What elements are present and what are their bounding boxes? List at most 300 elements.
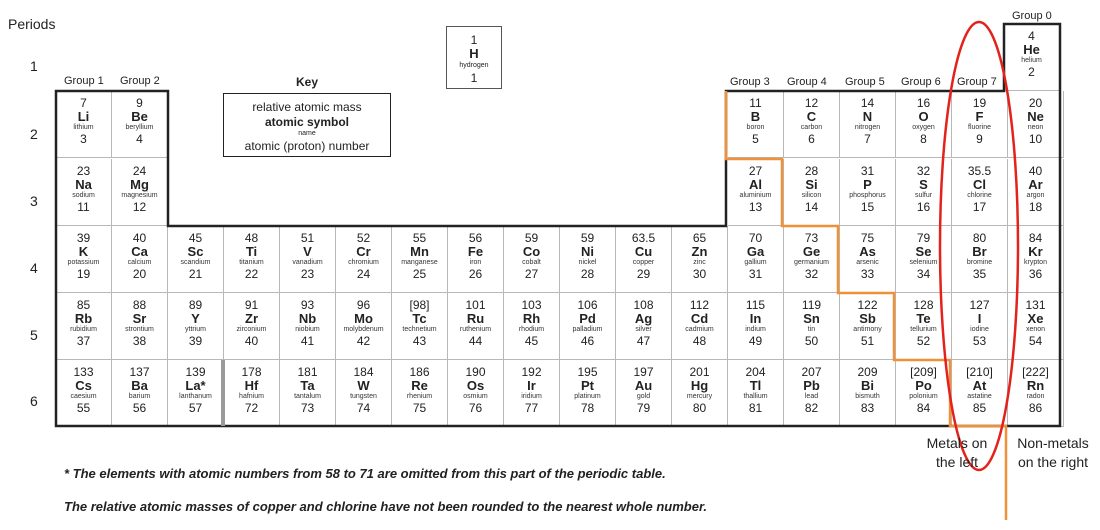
element-cell-radon (1008, 360, 1064, 427)
element-name: selenium (909, 259, 938, 266)
element-mass: 204 (745, 365, 766, 379)
element-symbol: Sr (132, 311, 147, 326)
element-symbol: Ta (300, 378, 315, 393)
element-mass: 84 (1028, 231, 1043, 245)
element-mass: 85 (76, 298, 91, 312)
element-mass: 209 (857, 365, 878, 379)
element-name: strontium (125, 326, 154, 333)
element-cell-selenium (896, 226, 952, 293)
element-name: argon (1026, 192, 1045, 199)
element-cell-krypton (1008, 226, 1064, 293)
element-name: tellurium (910, 326, 937, 333)
element-number: 39 (188, 334, 203, 348)
element-number: 28 (580, 267, 595, 281)
element-mass: 89 (188, 298, 203, 312)
element-symbol: Mg (130, 177, 149, 192)
element-mass: 73 (804, 231, 819, 245)
element-cell-silicon (784, 159, 840, 226)
element-symbol: O (918, 109, 929, 124)
key-box (223, 93, 391, 157)
element-symbol: Au (634, 378, 653, 393)
element-cell-antimony (840, 293, 896, 360)
element-number: 86 (1028, 401, 1043, 415)
element-cell-rhenium (392, 360, 448, 427)
element-cell-tungsten (336, 360, 392, 427)
element-number: 50 (804, 334, 819, 348)
element-number: 84 (916, 401, 931, 415)
element-symbol: Al (749, 177, 762, 192)
element-cell-oxygen (896, 91, 952, 158)
group-label-4: Group 4 (787, 76, 827, 88)
element-cell-aluminium (728, 159, 784, 226)
element-name: lead (804, 393, 819, 400)
element-name: iron (469, 259, 482, 266)
element-cell-lithium (56, 91, 112, 158)
element-cell-silver (616, 293, 672, 360)
element-cell-bismuth (840, 360, 896, 427)
element-symbol: K (78, 244, 89, 259)
element-number: 45 (524, 334, 539, 348)
element-number: 46 (580, 334, 595, 348)
element-name: rubidium (70, 326, 97, 333)
element-mass: 133 (73, 365, 94, 379)
element-name: oxygen (912, 124, 935, 131)
element-number: 19 (76, 267, 91, 281)
element-number: 75 (412, 401, 427, 415)
element-cell-gold (616, 360, 672, 427)
element-name: barium (128, 393, 151, 400)
element-name: gallium (744, 259, 767, 266)
element-name: niobium (295, 326, 320, 333)
element-symbol: B (750, 109, 761, 124)
element-name: xenon (1025, 326, 1046, 333)
element-name: zirconium (236, 326, 267, 333)
element-number: 6 (808, 132, 815, 146)
element-symbol: Cu (634, 244, 653, 259)
element-mass: 24 (132, 164, 147, 178)
hydrogen-symbol: H (469, 46, 479, 61)
key-title: Key (296, 75, 319, 89)
element-number: 9 (976, 132, 983, 146)
element-cell-zirconium (224, 293, 280, 360)
period-label-2: 2 (30, 126, 38, 142)
element-cell-arsenic (840, 226, 896, 293)
element-name: technetium (402, 326, 437, 333)
element-mass: 59 (580, 231, 595, 245)
element-name: copper (632, 259, 655, 266)
element-number: 24 (356, 267, 371, 281)
group-label-3: Group 3 (730, 76, 770, 88)
period-label-5: 5 (30, 327, 38, 343)
element-cell-polonium (896, 360, 952, 427)
element-symbol: Ge (802, 244, 821, 259)
element-number: 12 (132, 200, 147, 214)
element-cell-mercury (672, 360, 728, 427)
element-cell-ruthenium (448, 293, 504, 360)
element-mass: 103 (521, 298, 542, 312)
element-cell-strontium (112, 293, 168, 360)
element-cell-rubidium (56, 293, 112, 360)
element-cell-phosphorus (840, 159, 896, 226)
key-name-label: name (298, 130, 316, 137)
element-cell-gallium (728, 226, 784, 293)
element-name: osmium (463, 393, 488, 400)
element-mass: 28 (804, 164, 819, 178)
element-symbol: Li (77, 109, 90, 124)
element-number: 81 (748, 401, 763, 415)
element-cell-palladium (560, 293, 616, 360)
element-cell-nickel (560, 226, 616, 293)
element-name: beryllium (125, 124, 154, 131)
group-label-1: Group 1 (64, 75, 104, 87)
hydrogen-name: hydrogen (459, 62, 489, 69)
element-mass: 96 (356, 298, 371, 312)
element-number: 40 (244, 334, 259, 348)
element-symbol: Sn (803, 311, 820, 326)
element-number: 51 (860, 334, 875, 348)
period-label-4: 4 (30, 260, 38, 276)
element-symbol: Pb (803, 378, 820, 393)
element-name: calcium (127, 259, 152, 266)
group-label-2: Group 2 (120, 75, 160, 87)
element-number: 21 (188, 267, 203, 281)
element-symbol: Ca (131, 244, 148, 259)
element-cell-rhodium (504, 293, 560, 360)
element-name: fluorine (968, 124, 991, 131)
element-number: 78 (580, 401, 595, 415)
element-name: sodium (72, 192, 95, 199)
element-mass: [222] (1022, 365, 1049, 379)
element-cell-scandium (168, 226, 224, 293)
element-name: silver (635, 326, 652, 333)
element-symbol: Ar (1028, 177, 1043, 192)
element-name: bismuth (855, 393, 880, 400)
periods-heading: Periods (8, 16, 56, 32)
element-mass: 207 (801, 365, 822, 379)
element-symbol: As (859, 244, 876, 259)
element-symbol: Cd (690, 311, 709, 326)
element-name: tin (807, 326, 816, 333)
metals-note (920, 434, 994, 472)
footnote-omitted: * The elements with atomic numbers from 58 to 71 are omitted from this part of the periodic table. (64, 466, 666, 481)
element-mass: 197 (633, 365, 654, 379)
element-number: 85 (972, 401, 987, 415)
element-number: 30 (692, 267, 707, 281)
element-mass: 19 (972, 96, 987, 110)
element-cell-titanium (224, 226, 280, 293)
element-name: chlorine (967, 192, 992, 199)
element-cell-tellurium (896, 293, 952, 360)
element-mass: 93 (300, 298, 315, 312)
element-number: 42 (356, 334, 371, 348)
element-symbol: Fe (467, 244, 484, 259)
element-cell-niobium (280, 293, 336, 360)
element-name: carbon (800, 124, 823, 131)
element-number: 38 (132, 334, 147, 348)
element-symbol: At (972, 378, 987, 393)
element-mass: [210] (966, 365, 993, 379)
element-name: magnesium (121, 192, 158, 199)
element-name: bromine (966, 259, 993, 266)
element-mass: 40 (132, 231, 147, 245)
element-number: 15 (860, 200, 875, 214)
element-name: gold (636, 393, 651, 400)
element-cell-carbon (784, 91, 840, 158)
element-mass: 63.5 (631, 231, 656, 245)
metals-note-line1: Metals on (926, 435, 988, 451)
element-name: platinum (574, 393, 601, 400)
element-symbol: Xe (1027, 311, 1044, 326)
hydrogen-mass: 1 (470, 33, 478, 47)
element-cell-copper (616, 226, 672, 293)
element-name: polonium (909, 393, 938, 400)
element-number: 23 (300, 267, 315, 281)
element-cell-osmium (448, 360, 504, 427)
element-name: thallium (743, 393, 768, 400)
element-number: 29 (636, 267, 651, 281)
element-number: 2 (1028, 65, 1035, 79)
element-mass: 128 (913, 298, 934, 312)
element-cell-tantalum (280, 360, 336, 427)
element-mass: 65 (692, 231, 707, 245)
element-mass: 45 (188, 231, 203, 245)
element-symbol: Ir (527, 378, 536, 393)
element-mass: 32 (916, 164, 931, 178)
element-cell-vanadium (280, 226, 336, 293)
element-cell-nitrogen (840, 91, 896, 158)
element-number: 77 (524, 401, 539, 415)
element-cell-fluorine (952, 91, 1008, 158)
period-label-1: 1 (30, 58, 38, 74)
element-name: sulfur (914, 192, 933, 199)
element-number: 31 (748, 267, 763, 281)
element-name: mercury (686, 393, 713, 400)
metals-note-line2: the left (935, 454, 979, 470)
element-symbol: Y (191, 311, 200, 326)
element-cell-xenon (1008, 293, 1064, 360)
element-symbol: Re (411, 378, 428, 393)
element-name: vanadium (292, 259, 323, 266)
element-mass: 75 (860, 231, 875, 245)
element-number: 48 (692, 334, 707, 348)
nonmetals-note-line1: Non-metals (1017, 435, 1089, 451)
element-number: 56 (132, 401, 147, 415)
element-mass: 31 (860, 164, 875, 178)
element-symbol: W (357, 378, 370, 393)
element-number: 73 (300, 401, 315, 415)
element-cell-platinum (560, 360, 616, 427)
element-cell-tin (784, 293, 840, 360)
element-symbol: P (863, 177, 872, 192)
element-number: 83 (860, 401, 875, 415)
element-symbol: Ti (245, 244, 258, 259)
element-number: 18 (1028, 200, 1043, 214)
element-symbol: Pd (579, 311, 596, 326)
element-number: 34 (916, 267, 931, 281)
element-cell-manganese (392, 226, 448, 293)
element-mass: 201 (689, 365, 710, 379)
element-number: 33 (860, 267, 875, 281)
element-number: 55 (76, 401, 91, 415)
element-name: potassium (67, 259, 100, 266)
element-symbol: Te (916, 311, 931, 326)
element-cell-iridium (504, 360, 560, 427)
element-mass: 16 (916, 96, 931, 110)
element-cell-argon (1008, 159, 1064, 226)
key-mass-label: relative atomic mass (252, 100, 362, 114)
element-symbol: I (977, 311, 982, 326)
element-mass: 48 (244, 231, 259, 245)
element-mass: 79 (916, 231, 931, 245)
element-name: nitrogen (854, 124, 881, 131)
element-cell-calcium (112, 226, 168, 293)
element-mass: 14 (860, 96, 875, 110)
element-number: 37 (76, 334, 91, 348)
element-symbol: Tc (412, 311, 427, 326)
element-number: 43 (412, 334, 427, 348)
period-label-6: 6 (30, 393, 38, 409)
element-name: titanium (239, 259, 264, 266)
element-symbol: Br (972, 244, 987, 259)
element-name: arsenic (856, 259, 879, 266)
element-mass: 4 (1028, 29, 1035, 43)
element-mass: 181 (297, 365, 318, 379)
element-symbol: Si (805, 177, 818, 192)
nonmetals-note-line2: on the right (1017, 454, 1089, 470)
element-symbol: Bi (861, 378, 874, 393)
element-cell-sodium (56, 159, 112, 226)
group-label-7: Group 7 (957, 76, 997, 88)
element-name: ruthenium (459, 326, 492, 333)
hydrogen-number: 1 (470, 71, 478, 85)
element-name: palladium (572, 326, 603, 333)
element-symbol: Pt (581, 378, 594, 393)
element-cell-iron (448, 226, 504, 293)
element-name: manganese (401, 259, 438, 266)
element-name: yttrium (185, 326, 206, 333)
element-cell-boron (728, 91, 784, 158)
element-number: 57 (188, 401, 203, 415)
group-label-8: Group 0 (1012, 10, 1052, 22)
element-mass: 88 (132, 298, 147, 312)
element-name: caesium (70, 393, 97, 400)
element-mass: 139 (185, 365, 206, 379)
element-mass: 27 (748, 164, 763, 178)
element-symbol: La* (185, 378, 206, 393)
element-mass: 112 (689, 298, 710, 312)
element-cell-technetium (392, 293, 448, 360)
element-symbol: F (975, 109, 984, 124)
element-mass: 119 (801, 298, 822, 312)
element-mass: 12 (804, 96, 819, 110)
element-name: chromium (348, 259, 379, 266)
element-symbol: Na (75, 177, 92, 192)
element-name: helium (1021, 57, 1042, 64)
element-cell-molybdenum (336, 293, 392, 360)
element-name: scandium (180, 259, 211, 266)
element-number: 41 (300, 334, 315, 348)
element-number: 54 (1028, 334, 1043, 348)
element-symbol: Mn (410, 244, 429, 259)
element-name: tungsten (350, 393, 377, 400)
element-cell-hafnium (224, 360, 280, 427)
element-number: 16 (916, 200, 931, 214)
element-symbol: Sb (859, 311, 876, 326)
element-cell-thallium (728, 360, 784, 427)
element-symbol: In (749, 311, 762, 326)
element-symbol: Ba (131, 378, 148, 393)
element-number: 32 (804, 267, 819, 281)
element-mass: 51 (300, 231, 315, 245)
element-mass: 52 (356, 231, 371, 245)
element-mass: 23 (76, 164, 91, 178)
element-symbol: Ag (634, 311, 653, 326)
footnote-rounding: The relative atomic masses of copper and chlorine have not been rounded to the nearest whole number. (64, 499, 707, 514)
element-name: iridium (521, 393, 542, 400)
element-mass: 184 (353, 365, 374, 379)
nonmetals-note (1008, 434, 1098, 472)
element-mass: 9 (136, 96, 143, 110)
element-mass: 80 (972, 231, 987, 245)
element-symbol: Kr (1028, 244, 1043, 259)
element-symbol: Co (522, 244, 541, 259)
element-mass: 7 (80, 96, 87, 110)
element-name: rhenium (406, 393, 433, 400)
element-mass: 195 (577, 365, 598, 379)
element-symbol: Be (131, 109, 148, 124)
element-number: 52 (916, 334, 931, 348)
element-symbol: C (806, 109, 817, 124)
element-number: 49 (748, 334, 763, 348)
element-mass: 40 (1028, 164, 1043, 178)
element-symbol: Rb (74, 311, 93, 326)
element-symbol: Ga (746, 244, 765, 259)
element-symbol: Nb (298, 311, 317, 326)
element-cell-cobalt (504, 226, 560, 293)
element-cell-barium (112, 360, 168, 427)
element-cell-hydrogen (446, 26, 502, 89)
element-number: 10 (1028, 132, 1043, 146)
element-symbol: Rn (1026, 378, 1045, 393)
element-mass: 186 (409, 365, 430, 379)
element-symbol: Ne (1027, 109, 1044, 124)
element-cell-iodine (952, 293, 1008, 360)
element-mass: 131 (1025, 298, 1046, 312)
element-name: silicon (801, 192, 822, 199)
element-number: 5 (752, 132, 759, 146)
element-cell-chromium (336, 226, 392, 293)
element-name: lanthanum (179, 393, 212, 400)
element-number: 27 (524, 267, 539, 281)
element-name: rhodium (518, 326, 545, 333)
element-mass: [209] (910, 365, 937, 379)
element-number: 7 (864, 132, 871, 146)
element-number: 22 (244, 267, 259, 281)
element-mass: 39 (76, 231, 91, 245)
element-mass: 115 (745, 298, 766, 312)
key-symbol-label: atomic symbol (264, 115, 350, 129)
element-cell-astatine (952, 360, 1008, 427)
element-number: 44 (468, 334, 483, 348)
element-symbol: Mo (354, 311, 373, 326)
element-number: 25 (412, 267, 427, 281)
element-number: 36 (1028, 267, 1043, 281)
element-mass: 59 (524, 231, 539, 245)
element-number: 35 (972, 267, 987, 281)
element-mass: 178 (241, 365, 262, 379)
element-cell-sulfur (896, 159, 952, 226)
element-name: neon (1027, 124, 1044, 131)
